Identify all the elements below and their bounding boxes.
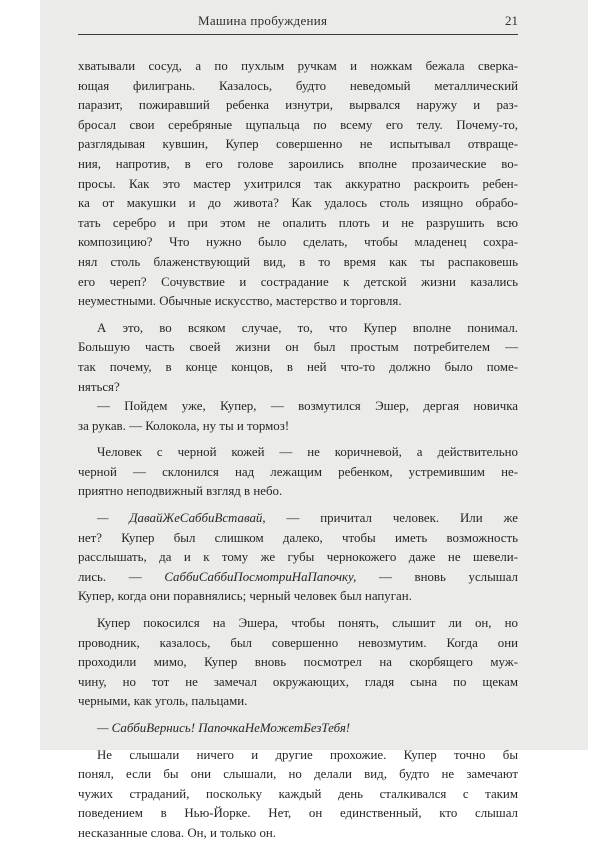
text-line: — ДавайЖеСаббиВставай, — причитал человек. Или же (97, 511, 518, 526)
text-line: хватывали сосуд, а по пухлым ручкам и ножкам бежала сверка- (78, 59, 518, 73)
running-header (78, 13, 518, 29)
italic-speech: — СаббиВернись! ПапочкаНеМожетБезТебя! (97, 721, 351, 735)
text-line: А это, во всяком случае, то, что Купер вполне понимал. (97, 320, 518, 335)
text-line: расслышать, да и к тому же губы чернокожего даже не шевели- (78, 550, 518, 565)
text-line: Купер, когда они поравнялись; черный человек был напуган. (78, 589, 412, 604)
text-line: Не слышали ничего и другие прохожие. Купер точно бы (97, 747, 518, 762)
text-line: Большую часть своей жизни он был простым потребителем — (78, 340, 518, 355)
text-line: — Пойдем уже, Купер, — возмутился Эшер, дергая новичка (97, 399, 518, 414)
text-line: проходили мимо, Купер вновь посмотрел на скорбящего муж- (78, 655, 518, 670)
text-line: разглядывая кувшин, Купер совершенно не испытывал отвраще- (78, 137, 518, 152)
text-line: его череп? Сочувствие и сострадание к детской жизни казались (78, 274, 518, 289)
italic-speech: — ДавайЖеСаббиВставай, (97, 511, 266, 526)
text-line: за рукав. — Колокола, ну ты и тормоз! (78, 418, 290, 433)
page-number: 21 (505, 13, 518, 28)
text-line: композицию? Что нужно было сделать, чтобы младенец сохра- (78, 235, 518, 250)
body-text (78, 57, 518, 844)
text-line: тать серебро и при этом не опалить плоть и не разрушить всю (78, 215, 518, 230)
text-line: нет? Купер был слишком далеко, чтобы иметь возможность (78, 530, 518, 545)
text-line: Человек с черной кожей — не коричневой, а действительно (97, 445, 518, 460)
text-line: поведением в Нью-Йорке. Нет, он единственный, кто слышал (78, 806, 518, 821)
text-line: неуместными. Обычные искусство, мастерство и торговля. (78, 294, 402, 309)
text-line: так почему, в конце концов, в ней что-то должно было поме- (78, 359, 518, 374)
text-line: черной — склонился над лежащим ребенком, устремившим не- (78, 464, 518, 479)
text-line: приятно неподвижный взгляд в небо. (78, 484, 283, 499)
header-rule (78, 34, 518, 35)
text-line: понял, если бы они слышали, но делали вид, будто не замечают (78, 767, 518, 782)
text-line: лись. — СаббиСаббиПосмотриНаПапочку, — вновь услышал (78, 569, 518, 584)
text-line: черными, как уголь, пальцами. (78, 694, 248, 709)
text-line: ка от макушки и до живота? Как удалось столь изящно обрабо- (78, 196, 518, 211)
text-line: проводник, казалось, был совершенно невозмутим. Когда они (78, 635, 518, 650)
text-line: несказанные слова. Он, и только он. (78, 825, 277, 840)
text-line: бросал свои серебряные щупальца по всему его телу. Почему-то, (78, 117, 518, 132)
text-line: паразит, пожиравший ребенка изнутри, вырвался наружу и раз- (78, 98, 518, 113)
italic-speech: СаббиСаббиПосмотриНаПапочку, (164, 569, 357, 584)
text-line: просы. Как это мастер ухитрился так аккуратно раскроить ребен- (78, 176, 518, 191)
text-line: Купер покосился на Эшера, чтобы понять, слышит ли он, но (97, 616, 518, 631)
running-title: Машина пробуждения (198, 13, 328, 28)
text-line: чину, но тот не замечал окружающих, гладя сына по щекам (78, 674, 518, 689)
text-line: чужих страданий, поскольку каждый день сталкивался с таким (78, 786, 518, 801)
text-line: нял столь блаженствующий вид, в то время как ты распаковешь (78, 254, 518, 269)
book-page (40, 0, 588, 840)
text-line: ния, напротив, в его голове зароились вполне прозаические во- (78, 156, 518, 171)
text-line: няться? (78, 379, 120, 394)
text-line: ющая филигрань. Казалось, будто неведомый металлический (78, 78, 518, 93)
